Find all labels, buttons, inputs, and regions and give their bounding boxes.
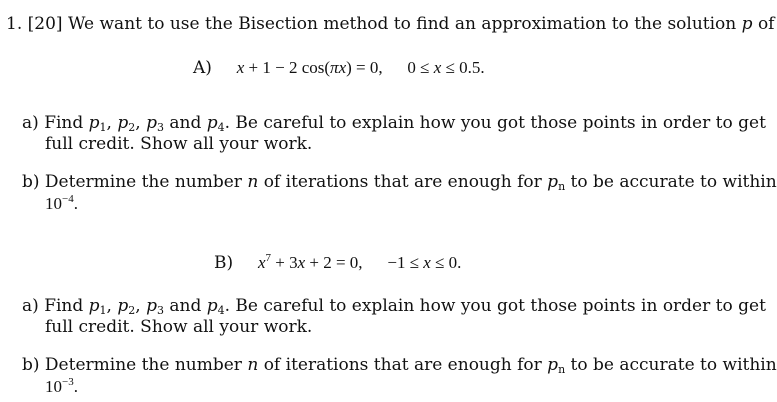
part-b-item-a-line1: [22, 296, 766, 316]
part-b-item-b-text1: Determine the number n of iterations that are enough for $p_n$ to be accurate to within: [44, 355, 777, 376]
part-b-item-a-text2: full credit. Show all your work.: [45, 317, 313, 337]
part-b-tolerance: $10^{-3}$.: [45, 376, 78, 396]
problem-points: [20]: [27, 14, 63, 34]
part-b-item-b-label: b): [22, 355, 40, 375]
part-a-item-a-line1: [22, 113, 766, 133]
part-b-item-b-line2: [45, 377, 78, 397]
part-a-interval: 0 ≤ x ≤ 0.5.: [407, 58, 485, 77]
part-a-tolerance: $10^{-4}$.: [45, 193, 78, 213]
part-a-label: A): [193, 58, 212, 78]
part-b-item-a-line2: [45, 317, 312, 337]
part-b-item-b-line1: [22, 355, 777, 375]
part-a-item-a-label: a): [22, 113, 39, 133]
part-b-item-a-text1: Find $p_1$, $p_2$, $p_3$ and $p_4$. Be careful to explain how you got those points in order to get: [44, 296, 766, 317]
part-a-item-a-text1: Find $p_1$, $p_2$, $p_3$ and $p_4$. Be careful to explain how you got those points in order to get: [44, 113, 766, 134]
part-b-label: B): [214, 253, 234, 273]
part-b-equation: $x^7 + 3x + 2 = 0$,: [257, 252, 363, 272]
problem-number: 1.: [6, 14, 23, 34]
part-b-equation-line: [214, 253, 461, 273]
part-a-item-a-line2: [45, 134, 312, 154]
problem-header: [6, 14, 774, 34]
part-a-item-a-text2: full credit. Show all your work.: [45, 134, 313, 154]
problem-intro: We want to use the Bisection method to find an approximation to the solution p of: [67, 14, 775, 34]
part-b-interval: −1 ≤ x ≤ 0.: [387, 253, 462, 272]
part-a-item-b-line2: [45, 194, 78, 214]
part-a-equation: x + 1 − 2 cos(πx) = 0,: [236, 58, 383, 77]
part-a-item-b-text1: Determine the number n of iterations that are enough for $p_n$ to be accurate to within: [44, 172, 777, 193]
part-b-item-a-label: a): [22, 296, 39, 316]
part-a-item-b-line1: [22, 172, 777, 192]
part-a-item-b-label: b): [22, 172, 40, 192]
part-a-equation-line: [193, 58, 485, 78]
